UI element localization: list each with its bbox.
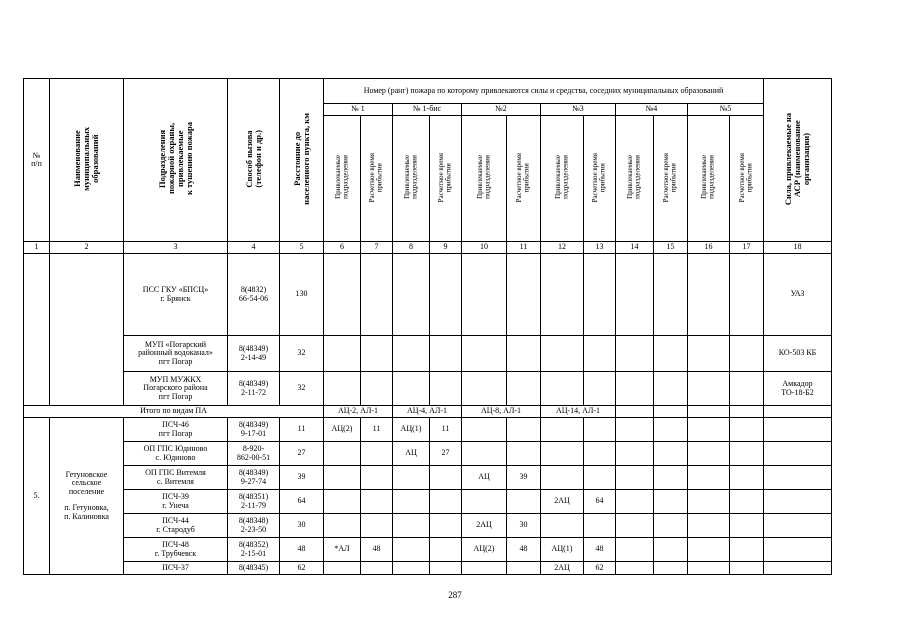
rank-1-time: 11 bbox=[361, 418, 393, 442]
rank-3-units bbox=[541, 514, 584, 538]
table-row bbox=[24, 514, 832, 538]
subhead-time: Расчетное время прибытия bbox=[507, 116, 541, 242]
table-row bbox=[24, 336, 832, 372]
col-num: 16 bbox=[688, 242, 730, 254]
unit-name: ПСС ГКУ «БПСЦ» г. Брянск bbox=[124, 254, 228, 336]
subhead-units: Привлекаемые подразделения bbox=[688, 116, 730, 242]
col-num: 15 bbox=[654, 242, 688, 254]
unit-name: ОП ГПС Витемля с. Витемля bbox=[124, 466, 228, 490]
rank-3-units bbox=[541, 466, 584, 490]
header-asr: Сила, привлекаемые на АСР (наименование организации) bbox=[764, 79, 832, 242]
col-num: 12 bbox=[541, 242, 584, 254]
rank-3-time bbox=[584, 466, 616, 490]
rank-1-bis-units bbox=[393, 466, 430, 490]
rank-2-units bbox=[462, 562, 507, 575]
distance: 130 bbox=[280, 254, 324, 336]
table-row bbox=[24, 372, 832, 406]
rank-1-units bbox=[324, 562, 361, 575]
distance: 39 bbox=[280, 466, 324, 490]
rank-3-units bbox=[541, 442, 584, 466]
total-rank-1-bis: АЦ-4, АЛ-1 bbox=[393, 406, 462, 418]
total-rank-2: АЦ-8, АЛ-1 bbox=[462, 406, 541, 418]
phone: 8(48349) 2-11-72 bbox=[228, 372, 280, 406]
distance: 27 bbox=[280, 442, 324, 466]
total-label: Итого по видам ПА bbox=[24, 406, 324, 418]
table-row bbox=[24, 490, 832, 514]
rank-1-bis-time bbox=[430, 562, 462, 575]
rank-3-time bbox=[584, 442, 616, 466]
col-num: 5 bbox=[280, 242, 324, 254]
municipality-name: Гетуновское сельское поселение п. Гетуновка, п. Калиновка bbox=[50, 418, 124, 575]
rank-2-time bbox=[507, 442, 541, 466]
rank-1-units: *АЛ bbox=[324, 538, 361, 562]
distance: 11 bbox=[280, 418, 324, 442]
distance: 62 bbox=[280, 562, 324, 575]
rank-2-units bbox=[462, 442, 507, 466]
unit-name: ОП ГПС Юдиново с. Юдиново bbox=[124, 442, 228, 466]
rank-1-bis-units bbox=[393, 562, 430, 575]
rank-3-time: 48 bbox=[584, 538, 616, 562]
rank-3-units bbox=[541, 418, 584, 442]
rank-2: №2 bbox=[462, 104, 541, 116]
unit-name: МУП МУЖКХ Погарского района пгт Погар bbox=[124, 372, 228, 406]
rank-1-time bbox=[361, 514, 393, 538]
phone: 8(4832) 66-54-06 bbox=[228, 254, 280, 336]
rank-1-bis-time: 11 bbox=[430, 418, 462, 442]
rank-3-time bbox=[584, 418, 616, 442]
rank-1-units bbox=[324, 514, 361, 538]
phone: 8(48349) 9-17-01 bbox=[228, 418, 280, 442]
subhead-time: Расчетное время прибытия bbox=[361, 116, 393, 242]
rank-2-time: 48 bbox=[507, 538, 541, 562]
col-num: 18 bbox=[764, 242, 832, 254]
col-num: 4 bbox=[228, 242, 280, 254]
rank-1-bis-time bbox=[430, 514, 462, 538]
col-num: 17 bbox=[730, 242, 764, 254]
row-num-cell bbox=[24, 254, 50, 406]
table-row bbox=[24, 466, 832, 490]
unit-name: ПСЧ-44 г. Стародуб bbox=[124, 514, 228, 538]
rank-3-time: 64 bbox=[584, 490, 616, 514]
rank-3: №3 bbox=[541, 104, 616, 116]
total-rank-3: АЦ-14, АЛ-1 bbox=[541, 406, 616, 418]
row-number: 5. bbox=[24, 418, 50, 575]
col-num: 14 bbox=[616, 242, 654, 254]
unit-name: ПСЧ-39 г. Унеча bbox=[124, 490, 228, 514]
table-row bbox=[24, 418, 832, 442]
rank-1: № 1 bbox=[324, 104, 393, 116]
rank-2-time bbox=[507, 562, 541, 575]
fire-forces-table bbox=[23, 78, 832, 575]
col-num: 11 bbox=[507, 242, 541, 254]
asr-value: УАЗ bbox=[764, 254, 832, 336]
rank-4: №4 bbox=[616, 104, 688, 116]
phone: 8(48351) 2-11-79 bbox=[228, 490, 280, 514]
subhead-time: Расчетное время прибытия bbox=[430, 116, 462, 242]
subhead-units: Привлекаемые подразделения bbox=[616, 116, 654, 242]
rank-1-units bbox=[324, 490, 361, 514]
rank-1-time bbox=[361, 466, 393, 490]
subhead-units: Привлекаемые подразделения bbox=[393, 116, 430, 242]
rank-2-units: 2АЦ bbox=[462, 514, 507, 538]
distance: 48 bbox=[280, 538, 324, 562]
total-rank-1: АЦ-2, АЛ-1 bbox=[324, 406, 393, 418]
header-num-label: № п/п bbox=[31, 150, 42, 168]
table-row bbox=[24, 442, 832, 466]
col-num: 13 bbox=[584, 242, 616, 254]
header-units: Подразделения пожарной охраны, привлекаемые к тушению пожара bbox=[124, 79, 228, 242]
header-municipality: Наименование муниципальных образований bbox=[50, 79, 124, 242]
rank-1-bis-units bbox=[393, 490, 430, 514]
rank-1-bis-time bbox=[430, 538, 462, 562]
header-num bbox=[24, 79, 50, 242]
column-number-row bbox=[24, 242, 832, 254]
rank-5: №5 bbox=[688, 104, 764, 116]
rank-1-time bbox=[361, 442, 393, 466]
subhead-time: Расчетное время прибытия bbox=[730, 116, 764, 242]
col-num: 10 bbox=[462, 242, 507, 254]
rank-1-units bbox=[324, 466, 361, 490]
asr-value: Амкадор ТО-18-Б2 bbox=[764, 372, 832, 406]
rank-3-time: 62 bbox=[584, 562, 616, 575]
phone: 8(48348) 2-23-50 bbox=[228, 514, 280, 538]
subhead-units: Привлекаемые подразделения bbox=[541, 116, 584, 242]
phone: 8(48345) bbox=[228, 562, 280, 575]
rank-1-units: АЦ(2) bbox=[324, 418, 361, 442]
col-num: 9 bbox=[430, 242, 462, 254]
rank-3-units: 2АЦ bbox=[541, 490, 584, 514]
rank-1-time bbox=[361, 562, 393, 575]
rank-1-bis-units: АЦ(1) bbox=[393, 418, 430, 442]
municipality-cell bbox=[50, 254, 124, 406]
table-row bbox=[24, 254, 832, 336]
rank-1-bis: № 1-бис bbox=[393, 104, 462, 116]
unit-name: ПСЧ-46 пгт Погар bbox=[124, 418, 228, 442]
distance: 30 bbox=[280, 514, 324, 538]
col-num: 2 bbox=[50, 242, 124, 254]
rank-3-time bbox=[584, 514, 616, 538]
header-distance: Расстояние до населенного пункта, км bbox=[280, 79, 324, 242]
rank-1-time: 48 bbox=[361, 538, 393, 562]
header-rank-title: Номер (ранг) пожара по которому привлекаются силы и средства, соседних муниципальных образований bbox=[324, 79, 764, 104]
rank-1-bis-time bbox=[430, 490, 462, 514]
rank-1-units bbox=[324, 442, 361, 466]
unit-name: ПСЧ-37 bbox=[124, 562, 228, 575]
phone: 8(48349) 2-14-49 bbox=[228, 336, 280, 372]
unit-name: МУП «Погарский районный водоканал» пгт Погар bbox=[124, 336, 228, 372]
col-num: 3 bbox=[124, 242, 228, 254]
unit-name: ПСЧ-48 г. Трубчевск bbox=[124, 538, 228, 562]
rank-2-units: АЦ bbox=[462, 466, 507, 490]
table-row bbox=[24, 562, 832, 575]
col-num: 6 bbox=[324, 242, 361, 254]
table-row bbox=[24, 538, 832, 562]
asr-value: КО-503 КБ bbox=[764, 336, 832, 372]
page-number: 287 bbox=[448, 590, 462, 600]
rank-3-units: 2АЦ bbox=[541, 562, 584, 575]
rank-2-time: 30 bbox=[507, 514, 541, 538]
total-row bbox=[24, 406, 832, 418]
subhead-time: Расчетное время прибытия bbox=[584, 116, 616, 242]
subhead-time: Расчетное время прибытия bbox=[654, 116, 688, 242]
subhead-units: Привлекаемые подразделения bbox=[324, 116, 361, 242]
phone: 8-920- 862-00-51 bbox=[228, 442, 280, 466]
rank-1-bis-time: 27 bbox=[430, 442, 462, 466]
col-num: 8 bbox=[393, 242, 430, 254]
rank-1-bis-units bbox=[393, 538, 430, 562]
col-num: 7 bbox=[361, 242, 393, 254]
distance: 64 bbox=[280, 490, 324, 514]
rank-2-units bbox=[462, 418, 507, 442]
rank-2-time: 39 bbox=[507, 466, 541, 490]
col-num: 1 bbox=[24, 242, 50, 254]
rank-1-time bbox=[361, 490, 393, 514]
rank-2-time bbox=[507, 490, 541, 514]
distance: 32 bbox=[280, 336, 324, 372]
rank-2-units bbox=[462, 490, 507, 514]
header-call-method: Способ вызова (телефон и др.) bbox=[228, 79, 280, 242]
distance: 32 bbox=[280, 372, 324, 406]
rank-2-time bbox=[507, 418, 541, 442]
rank-1-bis-units bbox=[393, 514, 430, 538]
subhead-units: Привлекаемые подразделения bbox=[462, 116, 507, 242]
phone: 8(48352) 2-15-01 bbox=[228, 538, 280, 562]
rank-3-units: АЦ(1) bbox=[541, 538, 584, 562]
rank-2-units: АЦ(2) bbox=[462, 538, 507, 562]
rank-1-bis-time bbox=[430, 466, 462, 490]
rank-1-bis-units: АЦ bbox=[393, 442, 430, 466]
phone: 8(48349) 9-27-74 bbox=[228, 466, 280, 490]
